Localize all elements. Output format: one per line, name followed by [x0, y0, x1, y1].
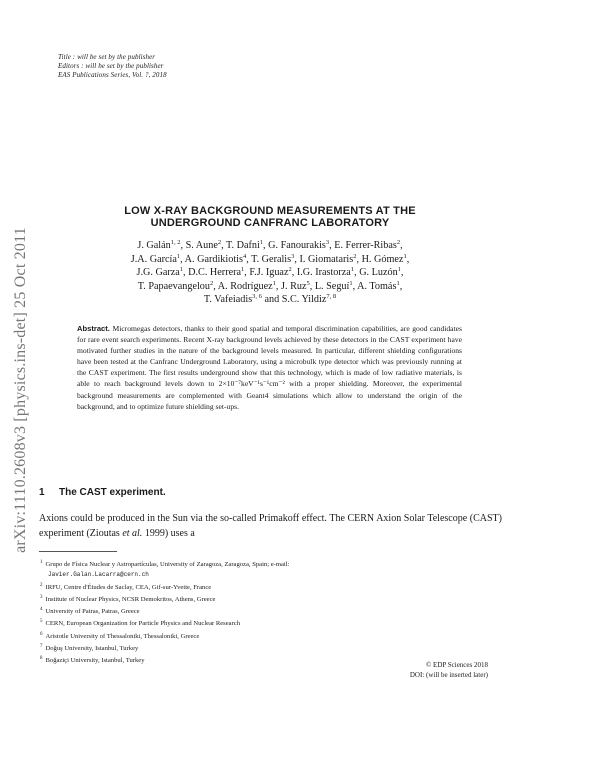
affiliation-mark: 3, 6 — [252, 293, 262, 300]
footnote-text: Grupo de Física Nuclear y Astropartículas, University of Zaragoza, Zaragoza, Spain; e-mail: — [45, 561, 290, 568]
section-heading — [39, 487, 166, 498]
body-text-part1: Axions could be produced in the Sun via the so-called Primakoff effect. The CERN Axion Solar Telescope (CAST) experiment (Zioutas — [39, 513, 502, 539]
author: A. Tomás — [357, 280, 397, 292]
author: T. Papaevangelou — [137, 280, 210, 292]
publisher-info — [410, 661, 488, 680]
footnote-text: Aristotle University of Thessaloniki, Thessaloniki, Greece — [45, 632, 200, 640]
affiliation-mark: 1 — [349, 279, 353, 287]
footnote-mark: 5 — [40, 619, 43, 625]
affiliation-mark: 2 — [353, 252, 357, 260]
affiliation-mark: 5 — [306, 279, 310, 287]
doi-line: DOI: (will be inserted later) — [409, 670, 488, 679]
footnote-mark: 2 — [40, 582, 43, 588]
author: H. Gómez — [361, 253, 404, 265]
paper-title — [50, 205, 490, 229]
header-title-line: Title : will be set by the publisher — [58, 53, 156, 61]
author: A. Gardikiotis — [184, 253, 243, 265]
body-text-part2: 1999) uses a — [144, 527, 195, 539]
author: L. Seguí — [314, 280, 350, 292]
footnote-rule — [39, 551, 117, 552]
affiliation-mark: 1 — [397, 266, 401, 273]
affiliation-mark: 3 — [291, 252, 295, 260]
footnote — [40, 558, 502, 581]
footnote — [40, 617, 502, 629]
author: J. Ruz — [281, 280, 307, 292]
footnote — [40, 605, 502, 617]
footnote-text: IRFU, Centre d'Études de Saclay, CEA, Gif-sur-Yvette, France — [45, 583, 212, 591]
et-al: et al. — [122, 527, 143, 539]
author: D.C. Herrera — [188, 267, 242, 278]
affiliation-mark: 4 — [242, 252, 247, 260]
footnote-mark: 1 — [40, 560, 43, 565]
author: G. Luzón — [359, 267, 398, 278]
author: S. Aune — [185, 240, 218, 251]
affiliation-mark: 1 — [396, 279, 400, 287]
author: A. Rodríguez — [217, 280, 273, 292]
affiliation-mark: 1, 2 — [170, 239, 181, 246]
copyright-notice: © EDP Sciences 2018 — [425, 661, 488, 669]
footnote-text: CERN, European Organization for Particle Physics and Nuclear Research — [45, 620, 241, 628]
footnote — [40, 630, 502, 642]
affiliation-mark: 7, 8 — [326, 293, 337, 300]
author: F.J. Iguaz — [249, 267, 289, 278]
affiliation-mark: 1 — [259, 239, 264, 246]
footnote-text: Doğuş University, Istanbul, Turkey — [45, 645, 139, 653]
author: T. Vafeiadis — [203, 294, 253, 305]
affiliation-mark: 1 — [241, 266, 245, 273]
footnote-mark: 6 — [40, 631, 43, 637]
affiliation-mark: 1 — [350, 266, 355, 273]
affiliation-mark: 1 — [176, 252, 181, 260]
abstract — [77, 323, 462, 412]
header-series-line: EAS Publications Series, Vol. ?, 2018 — [58, 71, 167, 79]
author: T. Geralis — [251, 253, 292, 265]
footnote — [40, 581, 502, 593]
author: J. Galán — [137, 240, 171, 251]
abstract-math: ×10⁻⁷keV⁻¹s⁻¹cm⁻² — [222, 379, 285, 389]
section-number: 1 — [39, 487, 45, 498]
affiliation-mark: 1 — [272, 279, 276, 287]
author: I. Giomataris — [299, 253, 354, 265]
author-list: J. Galán$^{1, 2}$, S. Aune$^2$, T. Dafni$^1$, G. Fanourakis$^3$, E. Ferrer-Ribas$^2$, J.A. García$^1$, A. Gardikiotis$^4$, T. Geralis$^3$, I. Giomataris$^2$, H. Gómez$^1$, J.G. Garza$^1$, D.C. Herrera$^1$, F.J. Iguaz$^2$, I.G. Irastorza$^1$, G. Luzón$^1$, T. Papaevangelou$^2$, A. Rodríguez$^1$, J. Ruz$^5$, L. Seguí$^1$, A. Tomás$^1$, T. Vafeiadis$^{3, 6}$ and S.C. Yildiz$^{7, 8}$ — [130, 239, 410, 305]
affiliation-mark: 2 — [288, 266, 292, 273]
footnote-text: University of Patras, Patras, Greece — [45, 608, 140, 616]
abstract-label: Abstract. — [77, 324, 110, 333]
footnote-mark: 4 — [40, 607, 43, 613]
arxiv-stamp-text: arXiv:1110.2608v3 [physics.ins-det] 25 Oct 2011 — [12, 227, 29, 553]
header-editors-line: Editors : will be set by the publisher — [58, 62, 164, 70]
and-word: and — [264, 294, 280, 305]
footnote-mark: 3 — [40, 594, 43, 600]
title-line-1: LOW X-RAY BACKGROUND MEASUREMENTS AT THE — [124, 205, 416, 217]
body-paragraph — [39, 512, 502, 541]
footnote-mark: 7 — [40, 644, 43, 650]
email-link[interactable]: Javier.Galan.Lacarra@cern.ch — [48, 571, 149, 579]
author: G. Fanourakis — [268, 240, 326, 251]
section-title: The CAST experiment. — [59, 487, 166, 498]
footnote — [40, 642, 502, 654]
affiliation-mark: 1 — [179, 266, 184, 273]
affiliation-mark: 1 — [403, 252, 407, 260]
author: S.C. Yildiz — [281, 294, 327, 305]
author: E. Ferrer-Ribas — [334, 240, 397, 251]
affiliation-mark: 2 — [217, 239, 222, 246]
title-line-2: UNDERGROUND CANFRANC LABORATORY — [150, 217, 390, 229]
affiliation-mark: 2 — [396, 239, 401, 246]
affiliation-mark: 2 — [210, 279, 214, 287]
arxiv-stamp — [6, 180, 36, 600]
footnote-text: Institute of Nuclear Physics, NCSR Demokritos, Athens, Greece — [45, 595, 216, 603]
author: T. Dafni — [226, 240, 260, 251]
footnote — [40, 593, 502, 605]
author: J.G. Garza — [136, 267, 180, 278]
abstract-text-part2: with a proper shielding. Moreover, the experimental background measurements are complemented with Geant4 simulations which allow to understand the origin of the background, and to optimize future shielding set-ups. — [77, 379, 462, 411]
abstract-text-part1: Micromegas detectors, thanks to their good spatial and temporal discrimination capabilities, are good candidates for rare event search experiments. Recent X-ray background levels achieved by these detectors in the CAST experiment have motivated further studies in the nature of the background levels measured. In particular, different shielding configurations have been tested at the Canfranc Underground Laboratory, using a microbulk type detector which was previously running at the CAST experiment. The first results underground show that this technology, which is made of low radiative materials, is able to reach background levels down to 2 — [77, 324, 462, 389]
footnotes — [40, 558, 502, 667]
footnote-mark: 8 — [40, 656, 43, 662]
author: I.G. Irastorza — [296, 267, 351, 278]
author: J.A. García — [130, 253, 177, 265]
footnote-text: Boğaziçi University, Istanbul, Turkey — [45, 657, 145, 665]
affiliation-mark: 3 — [325, 239, 330, 246]
